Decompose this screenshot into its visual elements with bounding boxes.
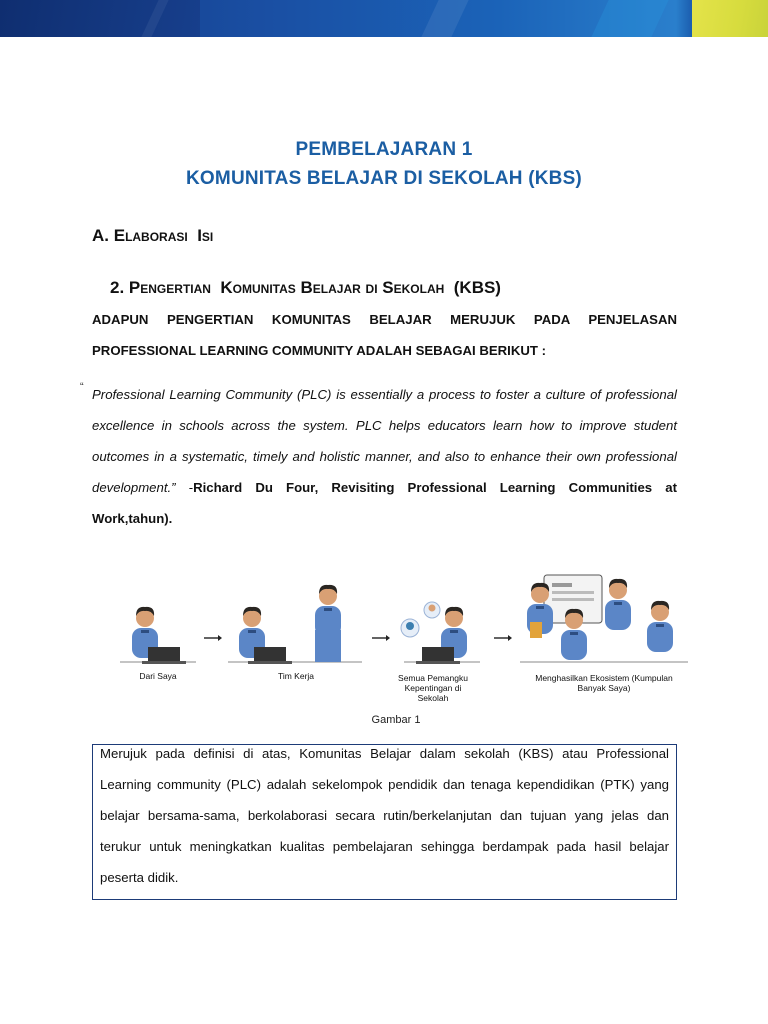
heading-letter: B — [300, 278, 313, 297]
heading-letter: P — [128, 278, 141, 297]
quote-source: Richard Du Four, Revisiting Professional Learning Communities at Work,tahun). — [92, 480, 677, 526]
stage-ecosystem — [520, 575, 688, 662]
heading-letter: K — [220, 278, 233, 297]
definition-text: Merujuk pada definisi di atas, Komunitas Belajar dalam sekolah (KBS) atau Professional Learning community (PLC) adalah sekelompok pendidik dan tenaga kependidikan (PTK) yang belajar bersama-sama, berkolaborasi secara rutin/berkelanjutan dan tujuan yang jelas dan terukur untuk meningkatkan kualitas pembelajaran sehingga berdampak pada hasil belajar peserta didik. — [100, 746, 669, 885]
section-a-heading — [92, 226, 213, 246]
quote-mark: “ — [80, 381, 84, 393]
heading-abbrev: (KBS) — [453, 278, 501, 297]
section-a-suffix-cap: I — [197, 226, 202, 245]
quote-paragraph — [92, 379, 677, 534]
banner-stripe — [591, 0, 668, 37]
stage-team — [228, 585, 362, 664]
banner-stripe — [421, 0, 468, 37]
arrow-icon — [494, 635, 512, 641]
definition-box — [92, 744, 677, 900]
stage-self — [120, 607, 196, 664]
figure-label: Menghasilkan Ekosistem (Kumpulan Banyak Saya) — [535, 673, 673, 693]
figure-label: Dari Saya — [139, 671, 177, 681]
intro-line2: PROFESSIONAL LEARNING COMMUNITY ADALAH SEBAGAI BERIKUT : — [92, 343, 547, 358]
intro-paragraph — [92, 304, 677, 366]
section-a-word: laborasi — [125, 226, 188, 245]
header-banner — [0, 0, 768, 37]
heading-word: elajar — [312, 278, 361, 297]
arrow-icon — [372, 635, 390, 641]
heading-word: di — [365, 278, 378, 297]
section-2-heading — [110, 278, 501, 298]
banner-stripe — [0, 0, 200, 37]
figure-label: Semua Pemangku Kepentingan di Sekolah — [398, 673, 468, 703]
intro-line1: ADAPUN PENGERTIAN KOMUNITAS BELAJAR MERUJUK PADA PENJELASAN — [92, 312, 677, 327]
arrow-icon — [204, 635, 222, 641]
section-number: 2. — [110, 278, 125, 297]
heading-word: omunitas — [232, 278, 296, 297]
page-title-line1: PEMBELAJARAN 1 — [295, 139, 473, 160]
heading-letter: S — [382, 278, 394, 297]
quote-dash: - — [175, 480, 194, 495]
figure-caption: Gambar 1 — [371, 714, 421, 726]
section-a-suffix: si — [201, 226, 214, 245]
stage-stakeholders — [401, 602, 480, 664]
figure-label: Tim Kerja — [277, 671, 315, 681]
heading-word: ekolah — [393, 278, 445, 297]
page-title-line2: KOMUNITAS BELAJAR DI SEKOLAH (KBS) — [186, 168, 582, 189]
banner-accent — [692, 0, 768, 37]
heading-word: engertian — [140, 278, 211, 297]
quote-text: Professional Learning Community (PLC) is essentially a process to foster a culture of professional excellence in schools across the system. PLC helps educators learn how to improve student outcomes in a systematic, timely and holistic manner, and also to enhance their own professional development.” — [92, 387, 677, 495]
section-a-prefix: A. E — [92, 226, 126, 245]
